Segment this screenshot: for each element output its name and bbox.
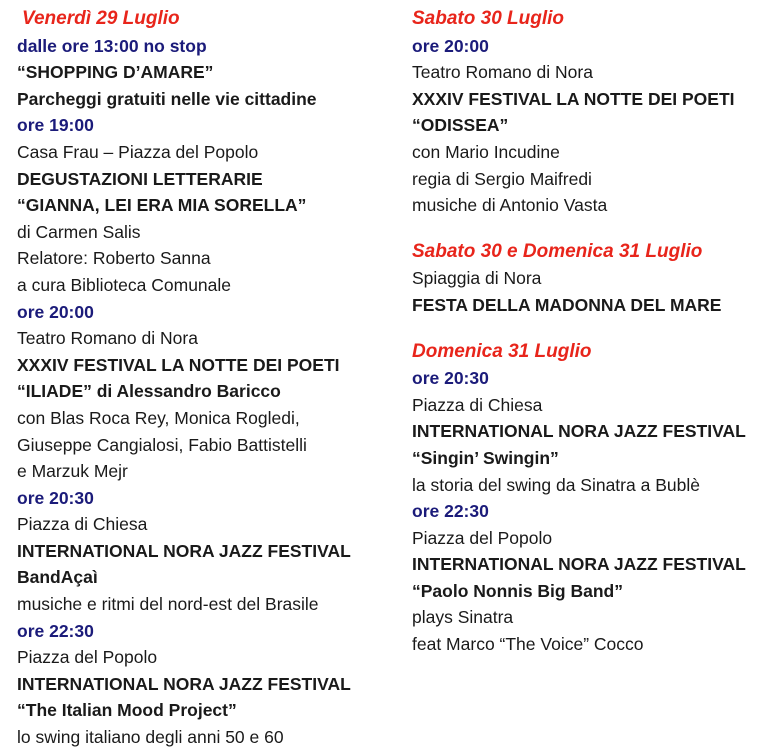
event-title: Parcheggi gratuiti nelle vie cittadine xyxy=(17,88,317,109)
event-detail: musiche di Antonio Vasta xyxy=(412,195,608,216)
event-time: ore 19:00 xyxy=(17,115,94,136)
event-title: “The Italian Mood Project” xyxy=(17,700,237,721)
event-title: INTERNATIONAL NORA JAZZ FESTIVAL xyxy=(412,554,746,575)
event-title: “GIANNA, LEI ERA MIA SORELLA” xyxy=(17,195,307,216)
event-title: “SHOPPING D’AMARE” xyxy=(17,62,214,83)
event-detail: Spiaggia di Nora xyxy=(412,268,542,289)
event-detail: con Blas Roca Rey, Monica Rogledi, xyxy=(17,407,300,428)
day-heading: Sabato 30 e Domenica 31 Luglio xyxy=(412,240,703,262)
event-title: DEGUSTAZIONI LETTERARIE xyxy=(17,168,263,189)
event-detail: Piazza del Popolo xyxy=(412,527,553,548)
event-detail: Casa Frau – Piazza del Popolo xyxy=(17,141,259,162)
event-title: INTERNATIONAL NORA JAZZ FESTIVAL xyxy=(17,673,351,694)
event-title: INTERNATIONAL NORA JAZZ FESTIVAL xyxy=(412,421,746,442)
event-detail: Teatro Romano di Nora xyxy=(412,62,593,83)
event-title: “Singin’ Swingin” xyxy=(412,447,559,468)
event-detail: plays Sinatra xyxy=(412,607,514,628)
event-detail: lo swing italiano degli anni 50 e 60 xyxy=(17,727,284,748)
event-title: “Paolo Nonnis Big Band” xyxy=(412,580,623,601)
event-time: dalle ore 13:00 no stop xyxy=(17,35,207,56)
section-spacer xyxy=(412,319,772,339)
right-column xyxy=(412,6,772,658)
event-time: ore 20:30 xyxy=(17,487,94,508)
event-detail: regia di Sergio Maifredi xyxy=(412,168,592,189)
event-title: BandAçaì xyxy=(17,567,98,588)
event-title: “ILIADE” di Alessandro Baricco xyxy=(17,381,281,402)
event-title: XXXIV FESTIVAL LA NOTTE DEI POETI xyxy=(17,354,340,375)
event-detail: Piazza di Chiesa xyxy=(412,394,543,415)
day-heading: Sabato 30 Luglio xyxy=(412,8,565,29)
event-detail: Giuseppe Cangialosi, Fabio Battistelli xyxy=(17,434,307,455)
event-detail: feat Marco “The Voice” Cocco xyxy=(412,634,644,655)
event-detail: di Carmen Salis xyxy=(17,221,141,242)
event-detail: Piazza di Chiesa xyxy=(17,514,148,535)
event-time: ore 22:30 xyxy=(17,620,94,641)
event-time: ore 22:30 xyxy=(412,501,489,522)
event-title: “ODISSEA” xyxy=(412,115,509,136)
event-detail: la storia del swing da Sinatra a Bublè xyxy=(412,474,700,495)
event-time: ore 20:00 xyxy=(412,35,489,56)
event-detail: musiche e ritmi del nord-est del Brasile xyxy=(17,594,319,615)
event-title: INTERNATIONAL NORA JAZZ FESTIVAL xyxy=(17,540,351,561)
event-detail: Relatore: Roberto Sanna xyxy=(17,248,211,269)
left-column xyxy=(17,6,397,751)
event-detail: Piazza del Popolo xyxy=(17,647,158,668)
event-detail: Teatro Romano di Nora xyxy=(17,328,198,349)
event-time: ore 20:00 xyxy=(17,301,94,322)
day-heading: Domenica 31 Luglio xyxy=(412,340,592,362)
event-detail: e Marzuk Mejr xyxy=(17,461,128,482)
section-spacer xyxy=(412,219,772,239)
day-heading: Venerdì 29 Luglio xyxy=(22,8,180,29)
event-title: FESTA DELLA MADONNA DEL MARE xyxy=(412,294,722,315)
event-detail: con Mario Incudine xyxy=(412,141,560,162)
event-time: ore 20:30 xyxy=(412,368,489,389)
event-detail: a cura Biblioteca Comunale xyxy=(17,274,232,295)
event-title: XXXIV FESTIVAL LA NOTTE DEI POETI xyxy=(412,88,735,109)
